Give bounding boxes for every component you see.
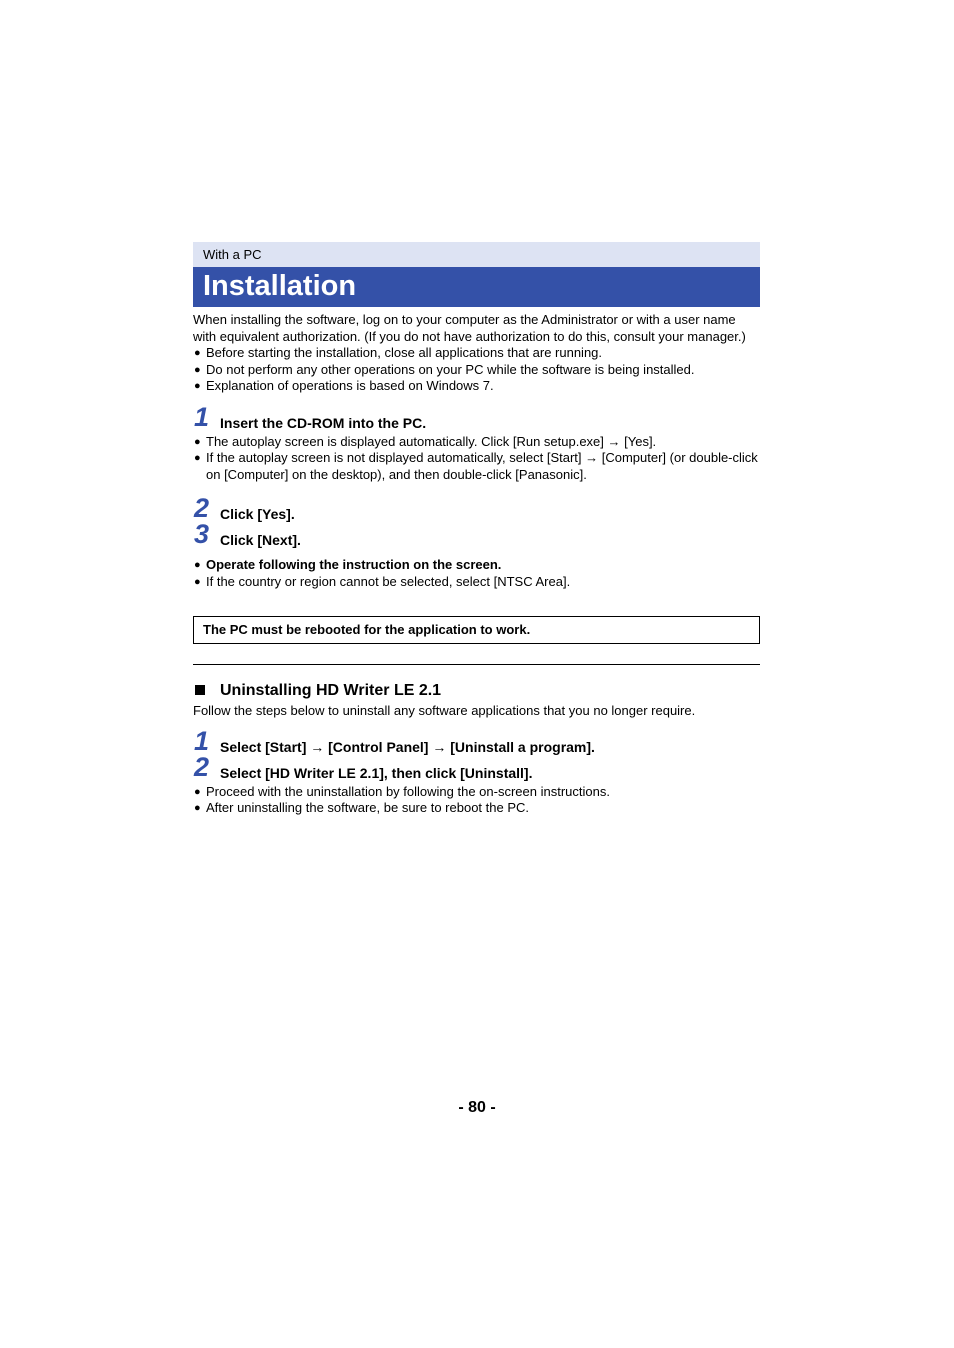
step-number: 2 <box>194 751 210 782</box>
install-step-2 <box>193 493 760 525</box>
uninstall-bullet-list <box>193 784 760 817</box>
square-bullet-icon <box>195 685 205 695</box>
section-label: With a PC <box>193 242 760 267</box>
step-number: 3 <box>194 519 210 549</box>
step-text: Click [Yes]. <box>220 506 295 522</box>
bullet-icon: ● <box>194 435 201 448</box>
step-text: Select [HD Writer LE 2.1], then click [Uninstall]. <box>220 764 533 781</box>
install-step-3 <box>193 519 760 551</box>
step-text: Select [Start] → [Control Panel] → [Uninstall a program]. <box>220 738 595 755</box>
bullet-icon: ● <box>194 452 201 464</box>
step-number: 2 <box>194 493 210 523</box>
bullet-icon: ● <box>194 363 201 376</box>
uninstall-step-1 <box>193 725 760 758</box>
bullet-icon: ● <box>194 575 201 588</box>
install-step-1 <box>193 401 760 434</box>
step-number: 1 <box>194 725 210 756</box>
list-item: ● If the country or region cannot be selected, select [NTSC Area]. <box>194 573 571 589</box>
bullet-icon: ● <box>194 347 201 359</box>
intro-paragraph: When installing the software, log on to your computer as the Administrator or with a user name with equivalent authorization. (If you do not have authorization to do this, consult your manager.) <box>193 312 746 344</box>
bullet-icon: ● <box>194 802 201 814</box>
list-item: ● If the autoplay screen is not displayed automatically, select [Start] → [Computer] (or double-click on [Computer] on the desktop), and then double-click [Panasonic]. <box>194 450 758 482</box>
step-number: 1 <box>194 401 210 432</box>
uninstall-heading: Uninstalling HD Writer LE 2.1 <box>193 681 760 701</box>
bullet-icon: ● <box>194 785 201 798</box>
intro-bullet-list <box>193 345 760 395</box>
divider <box>193 664 760 665</box>
list-item: ● After uninstalling the software, be sure to reboot the PC. <box>194 800 530 815</box>
list-item: ● Do not perform any other operations on your PC while the software is being installed. <box>194 361 695 377</box>
bullet-icon: ● <box>194 380 201 392</box>
uninstall-intro: Follow the steps below to uninstall any software applications that you no longer require. <box>193 703 696 718</box>
bullet-icon: ● <box>194 559 201 571</box>
step1-bullet-list <box>193 434 760 484</box>
list-item: ● The autoplay screen is displayed automatically. Click [Run setup.exe] → [Yes]. <box>194 433 657 449</box>
page-number: - 80 - <box>458 1099 496 1116</box>
step-text: Insert the CD-ROM into the PC. <box>220 414 427 431</box>
reboot-note: The PC must be rebooted for the application to work. <box>193 616 760 644</box>
list-item: ● Proceed with the uninstallation by following the on-screen instructions. <box>194 783 610 799</box>
page-content <box>193 242 760 817</box>
list-item: ● Before starting the installation, close all applications that are running. <box>194 345 603 360</box>
list-item: ● Operate following the instruction on the screen. <box>194 557 502 572</box>
step3-bullet-list <box>193 557 760 590</box>
uninstall-step-2 <box>193 751 760 784</box>
page-title: Installation <box>193 267 760 307</box>
list-item: ● Explanation of operations is based on Windows 7. <box>194 378 494 393</box>
step-text: Click [Next]. <box>220 532 301 548</box>
